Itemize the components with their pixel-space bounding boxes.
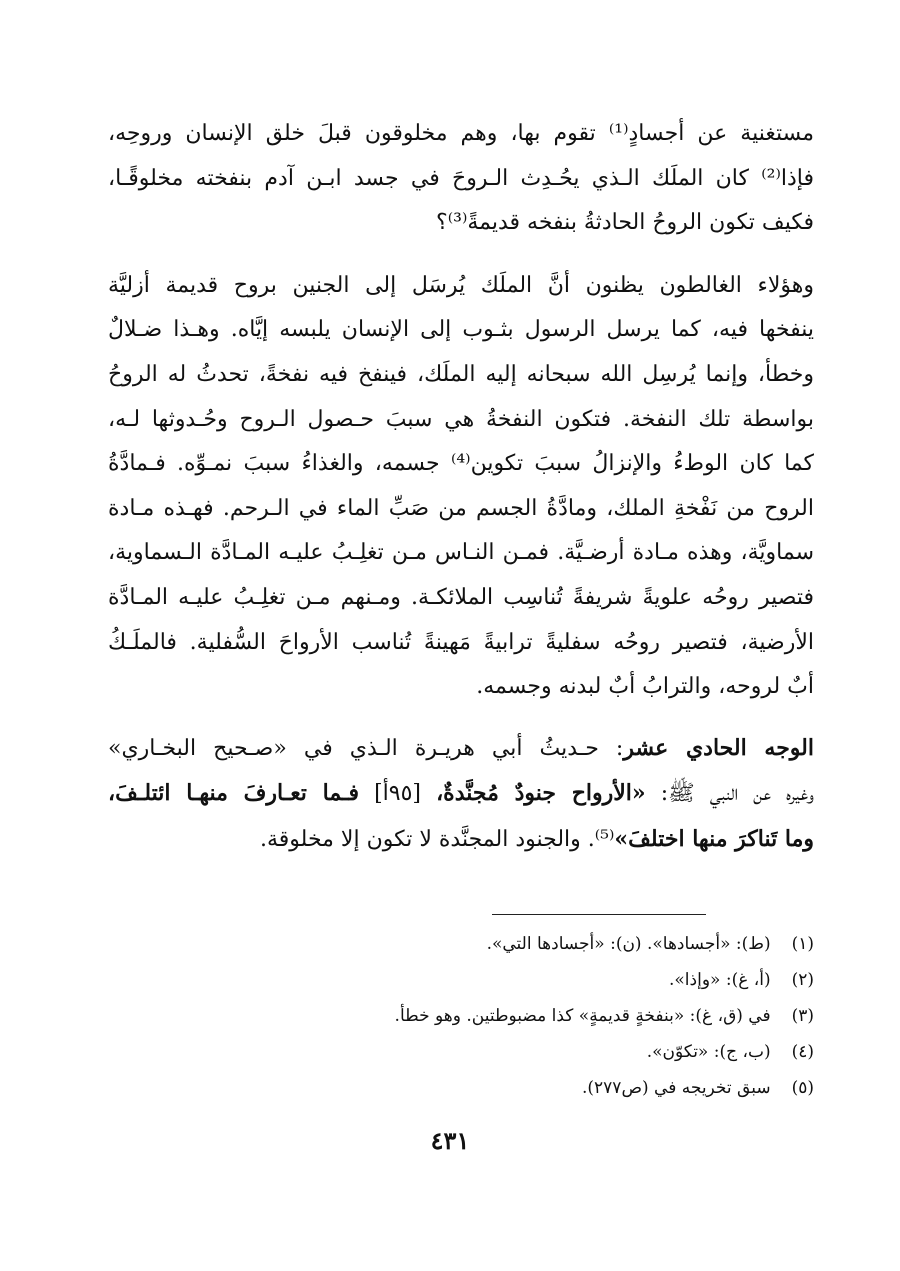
hadith-quote: وما تَناكرَ منها اختلفَ» xyxy=(614,825,814,852)
text-line: كما كان الوطءُ والإنزالُ سببَ تكوين⁽⁴⁾ جسمه، والغذاءُ سببَ نمـوِّه. فـمادَّةُ xyxy=(108,451,814,477)
paragraph-1 xyxy=(108,112,814,246)
hadith-quote: فـما تعـارفَ منهـا ائتلـفَ، xyxy=(108,780,360,807)
footnote-text: (أ، غ): «وإذا». xyxy=(669,970,771,990)
manuscript-mark: [٩٥أ] xyxy=(359,781,437,807)
text-line: وهؤلاء الغالطون يظنون أنَّ الملَك يُرسَل إلى الجنين بروح قديمة أزليَّة xyxy=(108,272,814,298)
text-line: وخطأ، وإنما يُرسِل الله سبحانه إليه الملَك، فينفخ فيه نفخةً، تحدثُ له الروحُ xyxy=(108,361,814,387)
footnote-number: (٢) xyxy=(791,970,814,990)
footnotes xyxy=(108,926,814,1106)
page-body xyxy=(108,112,814,863)
footnote-text: سبق تخريجه في (ص٢٧٧). xyxy=(581,1078,771,1098)
hadith-quote: «الأرواح جنودٌ مُجنَّدةٌ، xyxy=(436,780,646,807)
footnote-number: (١) xyxy=(791,934,814,954)
footnote-number: (٣) xyxy=(791,1006,814,1026)
text-span: : حـديثُ أبي هريـرة الـذي في «صـحيح البخـاري» xyxy=(108,735,624,761)
text-line: سماويَّة، وهذه مـادة أرضـيَّة. فمـن النـاس مـن تغلِـبُ عليـه المـادَّة الـسماوية، xyxy=(108,540,814,566)
text-line: بواسطة تلك النفخة. فتكون النفخةُ هي سببَ حـصول الـروح وحُـدوثها لـه، xyxy=(108,406,814,432)
text-line: فتصير روحُه علويةً شريفةً تُناسِب الملائكـة. ومـنهم مـن تغلِـبُ عليـه المـادَّة xyxy=(108,584,814,610)
footnote-divider xyxy=(492,914,706,915)
text-line: الأرضية، فتصير روحُه سفليةً ترابيةً مَهينةً تُناسب الأرواحَ السُّفلية. فالملَـكُ xyxy=(108,629,814,655)
footnote xyxy=(108,1070,814,1106)
footnote-text: في (ق، غ): «بنفخةٍ قديمةٍ» كذا مضبوطتين. وهو خطأ. xyxy=(394,1006,771,1026)
footnote xyxy=(108,962,814,998)
text-line: ينفخها فيه، كما يرسل الرسول بثـوب إلى الإنسان يلبسه إيَّاه. وهـذا ضـلالٌ xyxy=(108,317,814,343)
footnote-number: (٥) xyxy=(791,1078,814,1098)
paragraph-2 xyxy=(108,264,814,710)
text-line: فكيف تكون الروحُ الحادثةُ بنفخه قديمةً⁽³⁾؟ xyxy=(436,210,814,236)
text-line: فإذا⁽²⁾ كان الملَك الـذي يحُـدِث الـروحَ في جسد ابـن آدم بنفخته مخلوقًـا، xyxy=(108,165,814,191)
text-span: ⁽⁵⁾. والجنود المجنَّدة لا تكون إلا مخلوقة. xyxy=(259,826,615,852)
text-line: أبٌ لروحه، والترابُ أبٌ لبدنه وجسمه. xyxy=(476,674,814,700)
footnote-text: (ب، ج): «تكوّن». xyxy=(646,1042,771,1062)
footnote xyxy=(108,1034,814,1070)
footnote xyxy=(108,998,814,1034)
paragraph-3 xyxy=(108,726,814,863)
text-line: الروح من نَفْخةِ الملك، ومادَّةُ الجسم من صَبِّ الماء في الـرحم. فهـذه مـادة xyxy=(108,495,814,521)
footnote-text: (ط): «أجسادها». (ن): «أجسادها التي». xyxy=(486,934,771,954)
text-span: وغيره عن النبي ﷺ: xyxy=(645,781,814,807)
text-line xyxy=(108,726,814,772)
footnote xyxy=(108,926,814,962)
text-line xyxy=(108,817,814,863)
page-number: ٤٣١ xyxy=(430,1126,470,1155)
text-line xyxy=(108,771,814,817)
section-heading: الوجه الحادي عشر xyxy=(623,734,814,761)
text-line: مستغنية عن أجسادٍ⁽¹⁾ تقوم بها، وهم مخلوقون قبلَ خلق الإنسان وروحِه، xyxy=(108,121,814,146)
footnote-number: (٤) xyxy=(791,1042,814,1062)
